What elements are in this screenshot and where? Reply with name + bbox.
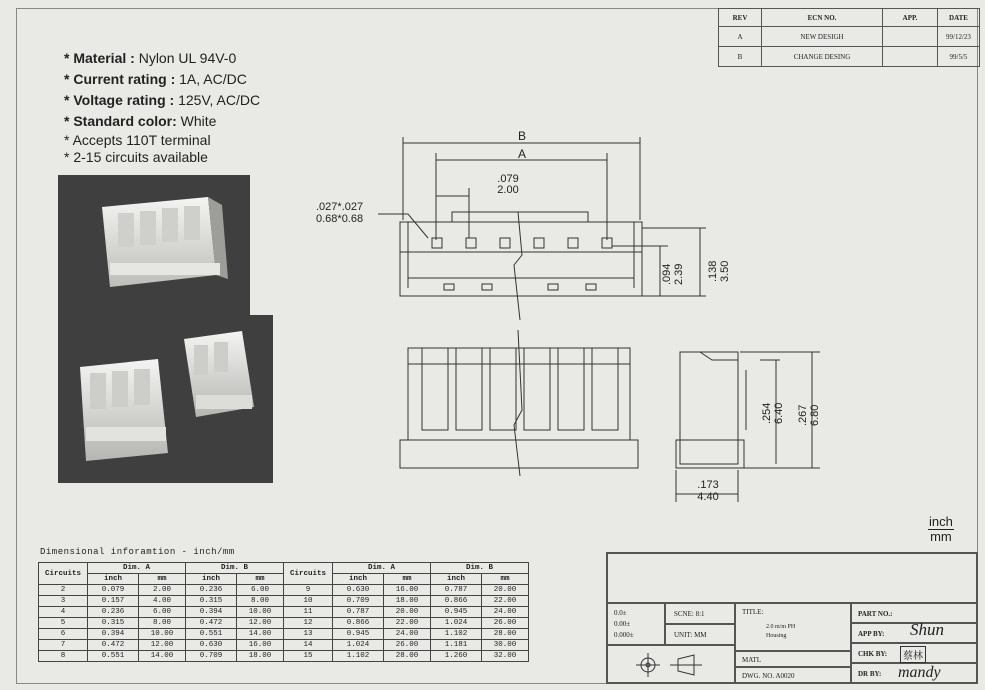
title-block [606, 552, 978, 684]
dim-table-cell: 0.630 [333, 585, 384, 596]
h2-inch-label: .138 [707, 260, 719, 282]
dim-table-cell: 0.394 [186, 607, 237, 618]
peg [586, 284, 596, 290]
dim-table-cell: 12 [284, 618, 333, 629]
bottom-view-body [408, 348, 630, 440]
dr-signature: mandy [898, 664, 941, 681]
dimension-table [38, 562, 529, 662]
matl-label: MATL [742, 656, 762, 664]
dim-table-row [39, 585, 529, 596]
units-inch: inch [929, 514, 953, 529]
dim-table-cell: 2.00 [139, 585, 186, 596]
peg [444, 284, 454, 290]
dim-table-cell: 4.00 [139, 596, 186, 607]
unit-cell [665, 624, 735, 645]
spec-label: * Standard color: [64, 113, 177, 129]
inch-header: inch [431, 574, 482, 585]
dim-b-label: B [517, 129, 527, 143]
dim-table-cell: 2 [39, 585, 88, 596]
dim-a-header: Dim. A [88, 563, 186, 574]
dwg-no-cell [735, 667, 851, 683]
dim-table-cell: 1.260 [431, 651, 482, 662]
spec-value: * 2-15 circuits available [64, 149, 208, 165]
dim-table-cell: 0.945 [333, 629, 384, 640]
dim-table-cell: 0.709 [186, 651, 237, 662]
dim-table-cell: 0.551 [88, 651, 139, 662]
hole-inch-label: .027*.027 [316, 201, 364, 213]
dim-table-cell: 0.866 [431, 596, 482, 607]
chk-by-label: CHK BY: [858, 650, 888, 658]
dim-table-cell: 0.315 [88, 618, 139, 629]
dim-table-cell: 0.551 [186, 629, 237, 640]
dim-table-row [39, 629, 529, 640]
dim-table-cell: 20.00 [384, 607, 431, 618]
cavity [456, 348, 482, 430]
spec-value: 1A, AC/DC [175, 71, 247, 87]
dim-table-cell: 1.024 [431, 618, 482, 629]
dim-table-row [39, 651, 529, 662]
dim-table-cell: 0.787 [431, 585, 482, 596]
tol-2: 0.00± [614, 620, 631, 628]
date-header: DATE [938, 9, 980, 27]
units-fraction [928, 515, 954, 544]
dim-table-cell: 32.00 [482, 651, 529, 662]
chk-stamp: 蔡林 [900, 646, 926, 663]
mm-header: mm [482, 574, 529, 585]
dim-a-label: A [517, 147, 527, 161]
side-h2-inch-label: .267 [797, 404, 809, 426]
scale-cell [665, 603, 735, 624]
side-h2-mm-label: 6.80 [809, 404, 821, 426]
ecn-cell: NEW DESIGH [762, 27, 883, 47]
scale-text: SCNE: 8:1 [674, 610, 705, 618]
dim-table-cell: 10.00 [237, 607, 284, 618]
tol-3: 0.000± [614, 631, 634, 639]
inch-header: inch [186, 574, 237, 585]
h1-inch-label: .094 [661, 263, 673, 285]
dr-by-cell [851, 663, 977, 683]
side-w-mm-label: 4.40 [697, 491, 719, 503]
dim-b-header: Dim. B [431, 563, 529, 574]
dim-table-cell: 0.472 [186, 618, 237, 629]
spec-value: 125V, AC/DC [174, 92, 261, 108]
dim-a-header: Dim. A [333, 563, 431, 574]
dim-table-cell: 8 [39, 651, 88, 662]
mm-header: mm [139, 574, 186, 585]
ecn-header: ECN NO. [762, 9, 883, 27]
dim-table-cell: 7 [39, 640, 88, 651]
pin-slot [500, 238, 510, 248]
dim-table-cell: 22.00 [384, 618, 431, 629]
mm-header: mm [237, 574, 284, 585]
pitch-mm-label: 2.00 [497, 184, 519, 196]
dim-table-cell: 9 [284, 585, 333, 596]
dim-table-cell: 6 [39, 629, 88, 640]
title-line-1: 2.0 m/m PH [766, 624, 796, 630]
app-by-label: APP BY: [858, 630, 885, 638]
dim-table-row [39, 596, 529, 607]
dim-table-cell: 12.00 [237, 618, 284, 629]
dim-table-cell: 22.00 [482, 596, 529, 607]
dim-table-cell: 1.024 [333, 640, 384, 651]
dim-table-cell: 8.00 [237, 596, 284, 607]
dim-table-cell: 16.00 [237, 640, 284, 651]
dim-table-cell: 4 [39, 607, 88, 618]
dim-table-cell: 26.00 [384, 640, 431, 651]
rev-cell: A [719, 27, 762, 47]
spec-value: Nylon UL 94V-0 [134, 50, 237, 66]
dim-table-cell: 0.079 [88, 585, 139, 596]
date-cell: 99/12/23 [938, 27, 980, 47]
dim-table-cell: 14.00 [139, 651, 186, 662]
spec-value: * Accepts 110T terminal [64, 132, 211, 148]
dim-table-cell: 10.00 [139, 629, 186, 640]
dim-table-cell: 1.102 [431, 629, 482, 640]
dim-table-cell: 0.787 [333, 607, 384, 618]
ecn-cell: CHANGE DESING [762, 47, 883, 67]
side-latch [700, 352, 738, 360]
mm-header: mm [384, 574, 431, 585]
app-signature: Shun [910, 620, 944, 639]
dim-table-cell: 8.00 [139, 618, 186, 629]
dim-table-cell: 24.00 [482, 607, 529, 618]
peg [482, 284, 492, 290]
side-view-body [680, 352, 738, 464]
dim-table-cell: 6.00 [139, 607, 186, 618]
pin-slot [432, 238, 442, 248]
dim-table-cell: 0.630 [186, 640, 237, 651]
dim-table-cell: 30.00 [482, 640, 529, 651]
dim-table-header-row [39, 563, 529, 574]
dim-table-cell: 0.472 [88, 640, 139, 651]
dim-table-cell: 14.00 [237, 629, 284, 640]
dim-table-cell: 0.394 [88, 629, 139, 640]
pin-slot [466, 238, 476, 248]
side-w-inch-label: .173 [697, 479, 719, 491]
projection-cell [607, 645, 735, 683]
title-line-2: Housing [766, 633, 787, 639]
dim-table-cell: 14 [284, 640, 333, 651]
dim-table-cell: 28.00 [384, 651, 431, 662]
dim-table-cell: 16.00 [384, 585, 431, 596]
units-mm: mm [930, 529, 952, 544]
dim-table-cell: 0.945 [431, 607, 482, 618]
app-by-cell [851, 620, 977, 643]
projection-symbol-icon [608, 646, 736, 684]
date-cell: 99/5/5 [938, 47, 980, 67]
cavity [524, 348, 550, 430]
spec-value: White [176, 113, 217, 129]
chk-by-cell [851, 643, 977, 663]
dim-table-title: Dimensional inforamtion - inch/mm [40, 547, 235, 557]
cavity [490, 348, 516, 430]
part-no-label: PART NO.: [858, 610, 893, 618]
break-line [514, 330, 522, 476]
dim-table-cell: 0.709 [333, 596, 384, 607]
dim-table-row [39, 618, 529, 629]
h1-mm-label: 2.39 [673, 263, 685, 285]
matl-cell [735, 651, 851, 667]
pin-slot [534, 238, 544, 248]
dim-table-row [39, 607, 529, 618]
dim-table-cell: 0.236 [88, 607, 139, 618]
dim-table-cell: 1.102 [333, 651, 384, 662]
title-block-top [607, 553, 977, 603]
title-cell [735, 603, 851, 651]
inch-header: inch [88, 574, 139, 585]
rev-header: REV [719, 9, 762, 27]
cavity [558, 348, 584, 430]
side-h1-mm-label: 6.40 [773, 402, 785, 424]
spec-label: * Voltage rating : [64, 92, 175, 108]
dr-by-label: DR BY: [858, 670, 882, 678]
dim-table-cell: 28.00 [482, 629, 529, 640]
dim-table-row [39, 640, 529, 651]
title-label: TITLE: [742, 608, 764, 616]
rev-cell: B [719, 47, 762, 67]
spec-label: * Material : [64, 50, 135, 66]
tol-1: 0.0± [614, 609, 627, 617]
front-view-top-rib [452, 212, 588, 222]
dim-table-cell: 5 [39, 618, 88, 629]
dim-table-cell: 26.00 [482, 618, 529, 629]
break-line [514, 212, 522, 320]
cavity [422, 348, 448, 430]
tolerance-cell [607, 603, 665, 645]
inch-header: inch [333, 574, 384, 585]
dim-table-cell: 18.00 [237, 651, 284, 662]
pin-slot [568, 238, 578, 248]
dim-b-header: Dim. B [186, 563, 284, 574]
dim-table-cell: 1.181 [431, 640, 482, 651]
spec-label: * Current rating : [64, 71, 176, 87]
dim-table-cell: 18.00 [384, 596, 431, 607]
dim-table-cell: 0.866 [333, 618, 384, 629]
unit-text: UNIT: MM [674, 631, 707, 639]
cavity [592, 348, 618, 430]
pitch-inch-label: .079 [497, 173, 519, 185]
peg [548, 284, 558, 290]
h2-mm-label: 3.50 [719, 260, 731, 282]
dim-table-cell: 24.00 [384, 629, 431, 640]
dim-table-cell: 12.00 [139, 640, 186, 651]
dim-table-cell: 10 [284, 596, 333, 607]
dim-table-cell: 0.157 [88, 596, 139, 607]
app-header: APP. [883, 9, 938, 27]
hole-mm-label: 0.68*0.68 [316, 213, 364, 225]
dim-table-cell: 15 [284, 651, 333, 662]
dim-table-cell: 6.00 [237, 585, 284, 596]
circuits-header: Circuits [39, 563, 88, 585]
dim-table-cell: 0.236 [186, 585, 237, 596]
circuits-header: Circuits [284, 563, 333, 585]
dwg-no-text: DWG. NO. A0020 [742, 672, 795, 680]
dim-table-cell: 3 [39, 596, 88, 607]
dim-table-cell: 13 [284, 629, 333, 640]
dim-table-cell: 0.315 [186, 596, 237, 607]
dim-table-cell: 11 [284, 607, 333, 618]
dim-table-cell: 20.00 [482, 585, 529, 596]
side-h1-inch-label: .254 [761, 402, 773, 424]
